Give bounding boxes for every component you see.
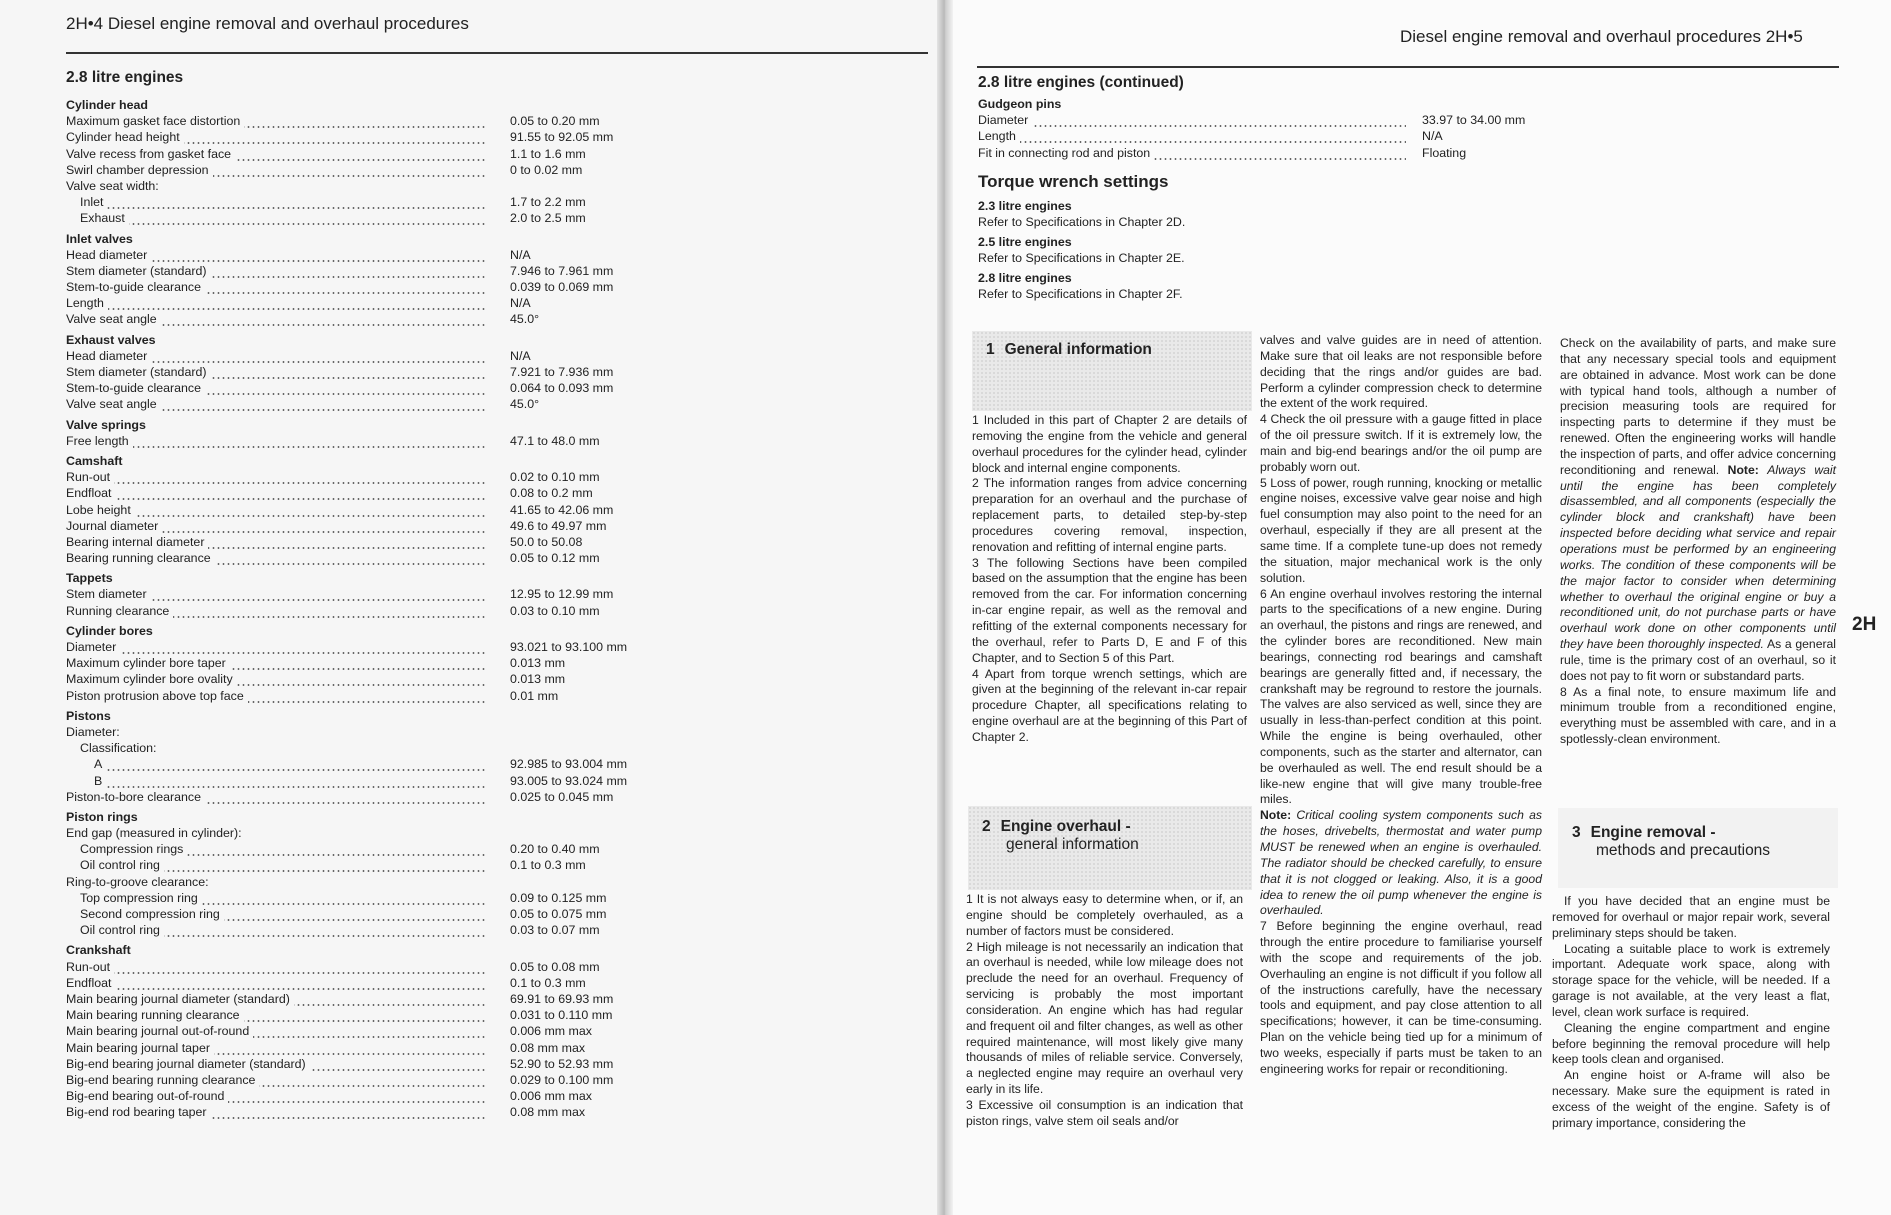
spec-row (66, 1088, 646, 1104)
spec-row (66, 364, 646, 380)
chapter-tab: 2H (1852, 614, 1877, 635)
spec-row (66, 789, 646, 805)
paragraph: 8 As a final note, to ensure maximum life and minimum trouble from a reconditioned engine, everything must be assembled with care, and in a spotlessly-clean environment. (1560, 684, 1836, 747)
spec-label: Bearing running clearance (66, 550, 215, 566)
spec-row (978, 112, 1526, 128)
group-title (66, 942, 646, 958)
group-title (66, 417, 646, 433)
paragraph: 4 Apart from torque wrench settings, which are given at the beginning of the relevant in-car repair procedure Chapter, all specifications relating to engine overhaul are at the beginning of this Part of Chapter 2. (972, 666, 1247, 744)
spec-value: 1.7 to 2.2 mm (506, 194, 586, 210)
spec-value: 47.1 to 48.0 mm (506, 433, 600, 449)
paragraph: 3 The following Sections have been compiled based on the assumption that the engine has been removed from the car. For information concerning in-car engine repair, as well as the removal and refitting of the external components necessary for the overhaul, refer to Parts D, E and F of this Chapter, and to Section 5 of this Part. (972, 555, 1247, 665)
spec-value: 0.03 to 0.07 mm (506, 922, 600, 938)
spec-label: Top compression ring (66, 890, 202, 906)
spec-row (66, 1056, 646, 1072)
paragraph: 6 An engine overhaul involves restoring the internal parts to the specifications of a new engine. During an overhaul, the pistons and rings are renewed, and the cylinder bores are reconditioned. New main bearings, connecting rod bearings and camshaft bearings are generally fitted and, if necessary, the crankshaft may be reground to restore the journals. The valves are also serviced as well, since they are usually in less-than-perfect condition at this point. While the engine is being overhauled, other components, such as the starter and alternator, can be overhauled as well. The end result should be a like-new engine that will give many trouble-free miles. (1260, 586, 1542, 807)
spec-row (66, 348, 646, 364)
group-title-label: Cylinder bores (66, 623, 157, 639)
spec-row (66, 1023, 646, 1039)
paragraph: 2 The information ranges from advice concerning preparation for an overhaul and the purchase of replacement parts, to detailed step-by-step procedures covering removal, inspection, renovation and refitting of internal engine parts. (972, 476, 1247, 554)
section-2-column-2 (1260, 333, 1542, 1078)
right-header-rule (977, 66, 1839, 68)
group-title-label: Pistons (66, 708, 115, 724)
spec-label: B (66, 773, 106, 789)
spec-label: Running clearance (66, 603, 173, 619)
spec-row (66, 825, 646, 841)
group-title (66, 453, 646, 469)
paragraph: Locating a suitable place to work is extremely important. Adequate work space, along with storage space for the vehicle, will be needed. If a garage is not available, at the very least a flat, level, clean work surface is required. (1552, 941, 1830, 1019)
spec-list (66, 97, 646, 1120)
spec-row (66, 874, 646, 890)
group-title (66, 809, 646, 825)
spec-label: End gap (measured in cylinder): (66, 825, 246, 841)
spec-row (66, 959, 646, 975)
spec-row (66, 639, 646, 655)
spec-label: Maximum gasket face distortion (66, 113, 244, 129)
spec-value: 0.025 to 0.045 mm (506, 789, 613, 805)
group-title-label: Piston rings (66, 809, 142, 825)
spec-value: 0.03 to 0.10 mm (506, 603, 600, 619)
spec-row (66, 688, 646, 704)
torque-subheading: 2.5 litre engines (978, 235, 1072, 249)
section-2-text (966, 892, 1243, 1130)
spec-row (978, 145, 1467, 161)
spec-label: Lobe height (66, 502, 135, 518)
spec-label: Second compression ring (66, 906, 224, 922)
spec-row (66, 311, 646, 327)
spec-value: 50.0 to 50.08 (506, 534, 582, 550)
spec-value: 0.006 mm max (506, 1088, 592, 1104)
section-title: Engine removal - (1590, 824, 1716, 841)
spec-value: 12.95 to 12.99 mm (506, 586, 613, 602)
spec-row (66, 485, 646, 501)
spec-row (66, 756, 646, 772)
torque-text: Refer to Specifications in Chapter 2E. (978, 251, 1185, 265)
note-text: Always wait until the engine has been completely disassembled, and all components (especially the cylinder block and crankshaft) have been inspected before deciding what service and repair operations must be performed by an engineering works. The condition of these components will be the major factor to consider when determining whether to overhaul the original engine or buy a reconditioned unit, do not purchase parts or have overhaul work done on other components until they have been thoroughly inspected. (1560, 462, 1836, 652)
spec-row (66, 1040, 646, 1056)
spec-row (978, 128, 1443, 144)
spec-row (66, 396, 646, 412)
spec-row (66, 1104, 646, 1120)
spec-row (66, 295, 646, 311)
spec-row (66, 146, 646, 162)
spec-row (66, 1007, 646, 1023)
spec-row (66, 1072, 646, 1088)
spec-value: 0.05 to 0.075 mm (506, 906, 606, 922)
spec-value: 45.0° (506, 396, 539, 412)
spec-value: 93.021 to 93.100 mm (506, 639, 627, 655)
torque-subheading: 2.8 litre engines (978, 271, 1072, 285)
spec-row (66, 991, 646, 1007)
spec-value: 0.031 to 0.110 mm (506, 1007, 612, 1023)
spec-label: Bearing internal diameter (66, 534, 208, 550)
spec-row (66, 890, 646, 906)
group-title (66, 97, 646, 113)
spec-row (66, 534, 646, 550)
spec-value: 0.029 to 0.100 mm (506, 1072, 613, 1088)
section-number: 3 (1572, 824, 1581, 841)
spec-value: 0.02 to 0.10 mm (506, 469, 600, 485)
group-title (66, 231, 646, 247)
spec-label: Endfloat (66, 975, 115, 991)
paragraph: Cleaning the engine compartment and engine before beginning the removal procedure will help keep tools clean and organised. (1552, 1020, 1830, 1067)
spec-label: Stem diameter (standard) (66, 364, 210, 380)
paragraph: 4 Check the oil pressure with a gauge fitted in place of the oil pressure switch. If it is extremely low, the main and big-end bearings and/or the oil pump are probably worn out. (1260, 412, 1542, 474)
spec-row (66, 502, 646, 518)
section-subtitle: methods and precautions (1596, 842, 1771, 859)
spec-row (66, 279, 646, 295)
spec-label: Endfloat (66, 485, 115, 501)
spec-row (66, 975, 646, 991)
spec-label: Big-end bearing journal diameter (standard) (66, 1056, 310, 1072)
spec-value: 0.08 mm max (506, 1040, 585, 1056)
spec-label: Compression rings (66, 841, 187, 857)
spec-label: Maximum cylinder bore ovality (66, 671, 237, 687)
spec-label: Stem-to-guide clearance (66, 380, 205, 396)
spec-value: 2.0 to 2.5 mm (506, 210, 586, 226)
spec-label: Piston protrusion above top face (66, 688, 248, 704)
spec-value: 7.921 to 7.936 mm (506, 364, 613, 380)
paragraph: 1 Included in this part of Chapter 2 are details of removing the engine from the vehicle and general overhaul procedures for the cylinder head, cylinder block and internal engine components. (972, 413, 1247, 475)
torque-title: Torque wrench settings (978, 172, 1169, 191)
spec-label: Piston-to-bore clearance (66, 789, 205, 805)
spec-label: Oil control ring (66, 922, 164, 938)
group-title-label: Tappets (66, 570, 117, 586)
spec-value: 0.05 to 0.12 mm (506, 550, 600, 566)
spec-value: 0.006 mm max (506, 1023, 592, 1039)
torque-subheading: 2.3 litre engines (978, 199, 1072, 213)
spec-label: Run-out (66, 469, 114, 485)
paragraph: 2 High mileage is not necessarily an indication that an overhaul is needed, while low mileage does not preclude the need for an overhaul. Frequency of servicing is probably the most important consideration. An engine which has had regular and frequent oil and filter changes, as well as other required maintenance, will most likely give many thousands of miles of reliable service. Conversely, a neglected engine may require an overhaul very early in its life. (966, 939, 1243, 1097)
spec-value: N/A (506, 348, 531, 364)
spec-value: 0.039 to 0.069 mm (506, 279, 613, 295)
section-subtitle: general information (1006, 836, 1139, 853)
paragraph: 7 Before beginning the engine overhaul, read through the entire procedure to familiarise yourself with the scope and requirements of the job. Overhauling an engine is not difficult if you follow all of the instructions carefully, have the necessary tools and equipment, and pay close attention to all specifications; however, it can be time-consuming. Plan on the vehicle being tied up for a minimum of two weeks, especially if parts must be taken to an engineering works for repair or reconditioning. (1260, 919, 1542, 1076)
spec-label: Oil control ring (66, 857, 164, 873)
group-title-label: Inlet valves (66, 231, 137, 247)
spec-label: Main bearing journal diameter (standard) (66, 991, 294, 1007)
paragraph: An engine hoist or A-frame will also be necessary. Make sure the equipment is rated in excess of the weight of the engine. Safety is of primary importance, considering the (1552, 1068, 1830, 1130)
group-title-label: Exhaust valves (66, 332, 160, 348)
spec-row (66, 518, 646, 534)
spec-label: Inlet (66, 194, 107, 210)
paragraph: 3 Excessive oil consumption is an indication that piston rings, valve stem oil seals and/or (966, 1097, 1243, 1128)
spec-row (66, 433, 646, 449)
group-title-label: Camshaft (66, 453, 126, 469)
spec-row (66, 162, 646, 178)
paragraph: valves and valve guides are in need of attention. Make sure that oil leaks are not responsible before deciding that the rings and/or guides are bad. Perform a cylinder compression check to determine the extent of the work required. (1260, 333, 1542, 411)
spec-value: 0.08 mm max (506, 1104, 585, 1120)
right-section-title: 2.8 litre engines (continued) (978, 74, 1184, 91)
spec-row (66, 263, 646, 279)
spec-value: N/A (506, 247, 531, 263)
spec-value: 1.1 to 1.6 mm (506, 146, 586, 162)
spec-label: Big-end rod bearing taper (66, 1104, 211, 1120)
spec-value: 0.064 to 0.093 mm (506, 380, 613, 396)
spec-row (66, 841, 646, 857)
spec-value: 0.20 to 0.40 mm (506, 841, 600, 857)
spec-value: 0.05 to 0.08 mm (506, 959, 600, 975)
spec-label: Stem diameter (standard) (66, 263, 210, 279)
spec-label: Length (66, 295, 108, 311)
spec-row (66, 469, 646, 485)
section-2-heading (968, 806, 1252, 890)
spec-row (66, 857, 646, 873)
torque-text: Refer to Specifications in Chapter 2F. (978, 287, 1183, 301)
spec-label: Cylinder head height (66, 129, 184, 145)
spec-label: Exhaust (66, 210, 129, 226)
spec-label: Free length (66, 433, 133, 449)
group-title (66, 708, 646, 724)
spec-label: Diameter: (66, 724, 124, 740)
spec-value: 0.09 to 0.125 mm (506, 890, 606, 906)
spec-label: Journal diameter (66, 518, 162, 534)
spec-row (66, 380, 646, 396)
spec-row (66, 906, 646, 922)
group-title-label: Cylinder head (66, 97, 152, 113)
section-2-column-3 (1560, 336, 1836, 748)
paragraph: 5 Loss of power, rough running, knocking or metallic engine noises, excessive valve gear noise and high fuel consumption may also point to the need for an overhaul, especially if they are all present at the same time. If a complete tune-up does not remedy the situation, major mechanical work is the only solution. (1260, 475, 1542, 585)
spec-value: 0.013 mm (506, 655, 565, 671)
spec-label: Diameter (66, 639, 120, 655)
spec-row (66, 671, 646, 687)
group-title (66, 623, 646, 639)
spec-row (66, 740, 646, 756)
paragraph: If you have decided that an engine must be removed for overhaul or major repair work, several preliminary steps should be taken. (1552, 894, 1830, 940)
section-1-text (972, 413, 1247, 746)
group-title-label: Valve springs (66, 417, 150, 433)
spec-label: Diameter (978, 112, 1032, 128)
spec-value: 45.0° (506, 311, 539, 327)
spec-label: Length (978, 128, 1020, 144)
spec-value: 0.1 to 0.3 mm (506, 975, 586, 991)
spec-row (66, 603, 646, 619)
section-3-text (1552, 894, 1830, 1132)
spec-label: A (66, 756, 106, 772)
gudgeon-pins-specs (978, 96, 1538, 161)
spec-row (66, 178, 646, 194)
book-spine (937, 0, 953, 1215)
spec-label: Valve recess from gasket face (66, 146, 235, 162)
paragraph-tail: As a general rule, time is the primary cost of an overhaul, so it does not pay to fit worn or substandard parts. (1560, 637, 1837, 683)
spec-label: Swirl chamber depression (66, 162, 213, 178)
spec-row (66, 194, 646, 210)
spec-value: 0.05 to 0.20 mm (506, 113, 600, 129)
spec-row (66, 113, 646, 129)
spec-label: Valve seat angle (66, 311, 161, 327)
spec-value: 0.013 mm (506, 671, 565, 687)
spec-label: Head diameter (66, 348, 151, 364)
spec-row (66, 129, 646, 145)
group-title (66, 332, 646, 348)
spec-label: Valve seat angle (66, 396, 161, 412)
spec-value: N/A (1418, 128, 1443, 144)
group-title-label: Crankshaft (66, 942, 135, 958)
left-header-rule (66, 52, 928, 54)
group-title (66, 570, 646, 586)
spec-value: N/A (506, 295, 531, 311)
spec-row (66, 922, 646, 938)
spec-value: Floating (1418, 145, 1466, 161)
spec-row (66, 655, 646, 671)
spec-label: Main bearing journal out-of-round (66, 1023, 253, 1039)
spec-value: 93.005 to 93.024 mm (506, 773, 627, 789)
spec-value: 49.6 to 49.97 mm (506, 518, 606, 534)
spec-value: 91.55 to 92.05 mm (506, 129, 613, 145)
spec-value: 0 to 0.02 mm (506, 162, 582, 178)
spec-label: Classification: (66, 740, 160, 756)
paragraph: 1 It is not always easy to determine when, or if, an engine should be completely overhauled, as a number of factors must be considered. (966, 892, 1243, 938)
torque-text: Refer to Specifications in Chapter 2D. (978, 215, 1186, 229)
spec-label: Maximum cylinder bore taper (66, 655, 230, 671)
spec-row (66, 210, 646, 226)
spec-value: 7.946 to 7.961 mm (506, 263, 613, 279)
spec-label: Ring-to-groove clearance: (66, 874, 213, 890)
spec-label: Big-end bearing out-of-round (66, 1088, 228, 1104)
spec-value: 41.65 to 42.06 mm (506, 502, 613, 518)
spec-row (66, 773, 646, 789)
left-section-title: 2.8 litre engines (66, 69, 184, 86)
spec-label: Stem diameter (66, 586, 151, 602)
spec-value: 0.1 to 0.3 mm (506, 857, 586, 873)
spec-label: Stem-to-guide clearance (66, 279, 205, 295)
section-title: Engine overhaul - (1000, 818, 1131, 835)
spec-value: 92.985 to 93.004 mm (506, 756, 627, 772)
spec-row (66, 247, 646, 263)
section-title: General information (1004, 341, 1152, 358)
spec-value: 0.01 mm (506, 688, 558, 704)
paragraph: Check on the availability of parts, and make sure that any necessary special tools and equipment are obtained in advance. Most work can be done with typical hand tools, although a number of precision measuring tools are required for inspecting parts to determine if they must be renewed. Often the engineering works will handle the inspection of parts, and offer advice concerning reconditioning and renewal. (1560, 336, 1836, 477)
spec-label: Main bearing journal taper (66, 1040, 214, 1056)
spec-label: Head diameter (66, 247, 151, 263)
note-text: Critical cooling system components such as the hoses, drivebelts, thermostat and water pump MUST be renewed when an engine is overhauled. The radiator should be checked carefully, to ensure that it is not clogged or leaking. Also, it is a good idea to renew the oil pump whenever the engine is overhauled. (1260, 808, 1542, 918)
right-page-header: Diesel engine removal and overhaul procedures 2H•5 (1400, 27, 1803, 46)
section-1-heading (972, 331, 1252, 411)
spec-row (66, 550, 646, 566)
spec-row (66, 586, 646, 602)
spec-row (66, 724, 646, 740)
left-page-header: 2H•4 Diesel engine removal and overhaul procedures (66, 14, 469, 33)
spec-value: 52.90 to 52.93 mm (506, 1056, 613, 1072)
section-number: 2 (982, 818, 991, 835)
section-3-heading (1558, 808, 1838, 888)
spec-label: Big-end bearing running clearance (66, 1072, 259, 1088)
spec-value: 69.91 to 69.93 mm (506, 991, 613, 1007)
spec-label: Valve seat width: (66, 178, 163, 194)
section-number: 1 (986, 341, 995, 358)
group-title: Gudgeon pins (978, 96, 1538, 112)
spec-label: Run-out (66, 959, 114, 975)
spec-value: 33.97 to 34.00 mm (1418, 112, 1525, 128)
spec-value: 0.08 to 0.2 mm (506, 485, 593, 501)
note-label: Note: (1260, 808, 1292, 823)
torque-settings (978, 194, 1185, 302)
spec-label: Main bearing running clearance (66, 1007, 244, 1023)
note-label: Note: (1727, 462, 1759, 477)
spec-label: Fit in connecting rod and piston (978, 145, 1154, 161)
